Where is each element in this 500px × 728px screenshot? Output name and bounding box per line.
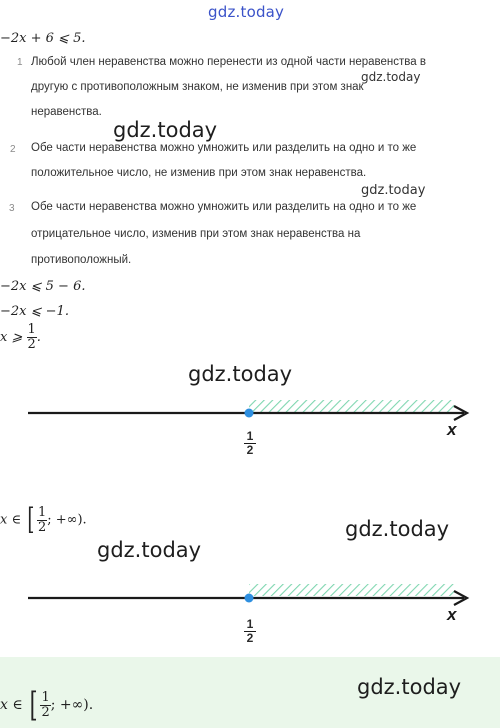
answer-2-rest: ; +∞ [50,697,84,713]
watermark-large-4: gdz.today [97,538,202,562]
answer-1-prefix: x ∈ [0,512,22,528]
rule-3-line-1: Обе части неравенства можно умножить или разделить на одно и то же [31,201,417,213]
watermark-small-1: gdz.today [361,70,421,84]
rule-3-line-3: противоположный. [31,254,132,266]
point-label-1-denominator: 2 [246,443,254,457]
answer-2-close: ). [83,697,94,713]
equation-step-3 [0,323,41,352]
answer-2-numerator: 1 [41,689,50,705]
watermark-large-2: gdz.today [188,362,293,386]
rule-1-line-2: другую с противоположным знаком, не изменив при этом знак [31,81,364,93]
equation-initial: −2x + 6 ⩽ 5. [0,31,86,46]
axis-label-x-1: x [447,420,457,439]
step-3-prefix: x ⩾ [0,330,23,345]
answer-1-rest: ; +∞ [47,512,78,528]
point-label-2 [244,618,256,645]
rule-2-line-1: Обе части неравенства можно умножить или разделить на одно и то же [31,142,417,154]
answer-2 [0,685,94,725]
answer-1-close: ). [77,512,87,528]
rule-2-line-2: положительное число, не изменив при этом знак неравенства. [31,167,367,179]
fraction-denominator: 2 [27,337,36,352]
answer-1-open-bracket: [ [27,502,35,537]
watermark-large-3: gdz.today [345,517,450,541]
point-label-2-denominator: 2 [246,631,254,645]
answer-1-numerator: 1 [37,504,47,520]
answer-1-denominator: 2 [37,519,47,535]
watermark-large-1: gdz.today [113,118,218,142]
point-label-1-numerator: 1 [244,430,256,444]
answer-2-fraction [40,691,50,720]
rule-1-line-1: Любой член неравенства можно перенести из одной части неравенства в [31,56,426,68]
step-3-suffix: . [36,330,41,345]
fraction-numerator: 1 [27,322,36,337]
solution-hatch-1 [249,400,454,412]
point-label-2-numerator: 1 [244,618,256,632]
answer-2-denominator: 2 [41,704,50,720]
watermark-small-2: gdz.today [361,183,426,198]
watermark-top: gdz.today [208,3,285,21]
answer-1 [0,502,87,537]
equation-step-2: −2x ⩽ −1. [0,304,69,319]
answer-1-fraction [37,506,47,535]
rule-number-2: 2 [10,144,16,155]
solution-hatch-2 [249,584,454,596]
point-label-1 [244,430,256,457]
rule-number-3: 3 [9,203,15,214]
equation-step-1: −2x ⩽ 5 − 6. [0,279,86,294]
answer-2-open-bracket: [ [29,685,38,725]
closed-point-1 [245,409,254,418]
watermark-large-5: gdz.today [357,675,462,699]
axis-label-x-2: x [447,605,457,624]
answer-2-prefix: x ∈ [0,697,23,713]
fraction-one-half [27,323,37,352]
closed-point-2 [245,594,254,603]
rule-number-1: 1 [17,57,23,68]
rule-1-line-3: неравенства. [31,106,102,118]
rule-3-line-2: отрицательное число, изменив при этом знак неравенства на [31,228,361,240]
